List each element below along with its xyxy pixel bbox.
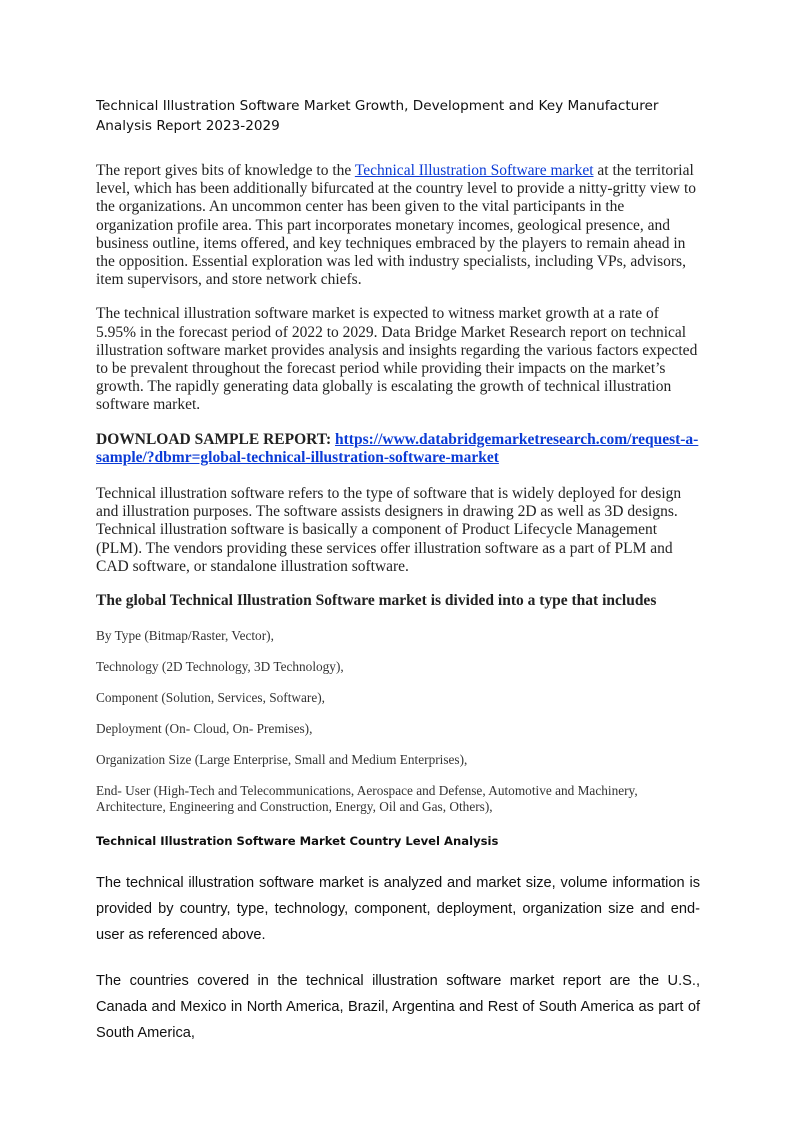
growth-paragraph: The technical illustration software market is expected to witness market growth at a rate of 5.95% in the forecast period of 2022 to 2029. Data Bridge Market Research report on technical illustration software market provides analysis and insights regarding the various factors expected to be prevalent throughout the forecast period while providing their impacts on the market’s growth. The rapidly generating data globally is escalating the growth of technical illustration software market. xyxy=(96,305,698,414)
market-report-link[interactable]: Technical Illustration Software market xyxy=(354,162,594,179)
country-analysis-heading: Technical Illustration Software Market Country Level Analysis xyxy=(96,834,499,849)
document-page xyxy=(96,96,700,1066)
download-sample-link[interactable]: https://www.databridgemarketresearch.com/request-a-sample/?dbmr=global-technical-illustration-software-market xyxy=(96,430,699,466)
document-title: Technical Illustration Software Market Growth, Development and Key Manufacturer Analysis Report 2023-2029 xyxy=(96,98,659,134)
segmentation-heading: The global Technical Illustration Software market is divided into a type that includes xyxy=(96,592,657,610)
segment-item: Organization Size (Large Enterprise, Small and Medium Enterprises), xyxy=(96,752,468,768)
country-analysis-paragraph: The technical illustration software market is analyzed and market size, volume information is provided by country, type, technology, component, deployment, organization size and end-user as referenced above. xyxy=(96,875,700,944)
download-sample-block xyxy=(96,431,700,467)
definition-paragraph: Technical illustration software refers to the type of software that is widely deployed for design and illustration purposes. The software assists designers in drawing 2D as well as 3D designs. Technical illustration software is basically a component of Product Lifecycle Management (PLM). The vendors providing these services offer illustration software as a part of PLM and CAD software, or standalone illustration software. xyxy=(96,485,682,575)
segment-item: Deployment (On- Cloud, On- Premises), xyxy=(96,721,313,737)
segment-item: By Type (Bitmap/Raster, Vector), xyxy=(96,628,274,644)
segment-list xyxy=(96,628,700,815)
segment-item: Technology (2D Technology, 3D Technology), xyxy=(96,659,344,675)
segment-item: Component (Solution, Services, Software), xyxy=(96,690,325,706)
intro-text-after: at the territorial level, which has been additionally bifurcated at the country level to provide a nitty-gritty view to the organizations. An uncommon center has been given to the vital participants in the organization profile area. This part incorporates monetary incomes, geological presence, and business outline, items offered, and key techniques embraced by the players to remain ahead in the opposition. Essential exploration was led with industry specialists, including VPs, advisors, item supervisors, and store network chiefs. xyxy=(96,162,697,289)
download-sample-label: DOWNLOAD SAMPLE REPORT: xyxy=(96,430,335,448)
segment-item: End- User (High-Tech and Telecommunications, Aerospace and Defense, Automotive and Machinery, Architecture, Engineering and Construction, Energy, Oil and Gas, Others), xyxy=(96,783,638,815)
countries-covered-paragraph: The countries covered in the technical illustration software market report are the U.S., Canada and Mexico in North America, Brazil, Argentina and Rest of South America as part of South America, xyxy=(96,973,700,1042)
intro-text-before: The report gives bits of knowledge to the xyxy=(96,162,355,179)
intro-paragraph xyxy=(96,162,700,289)
